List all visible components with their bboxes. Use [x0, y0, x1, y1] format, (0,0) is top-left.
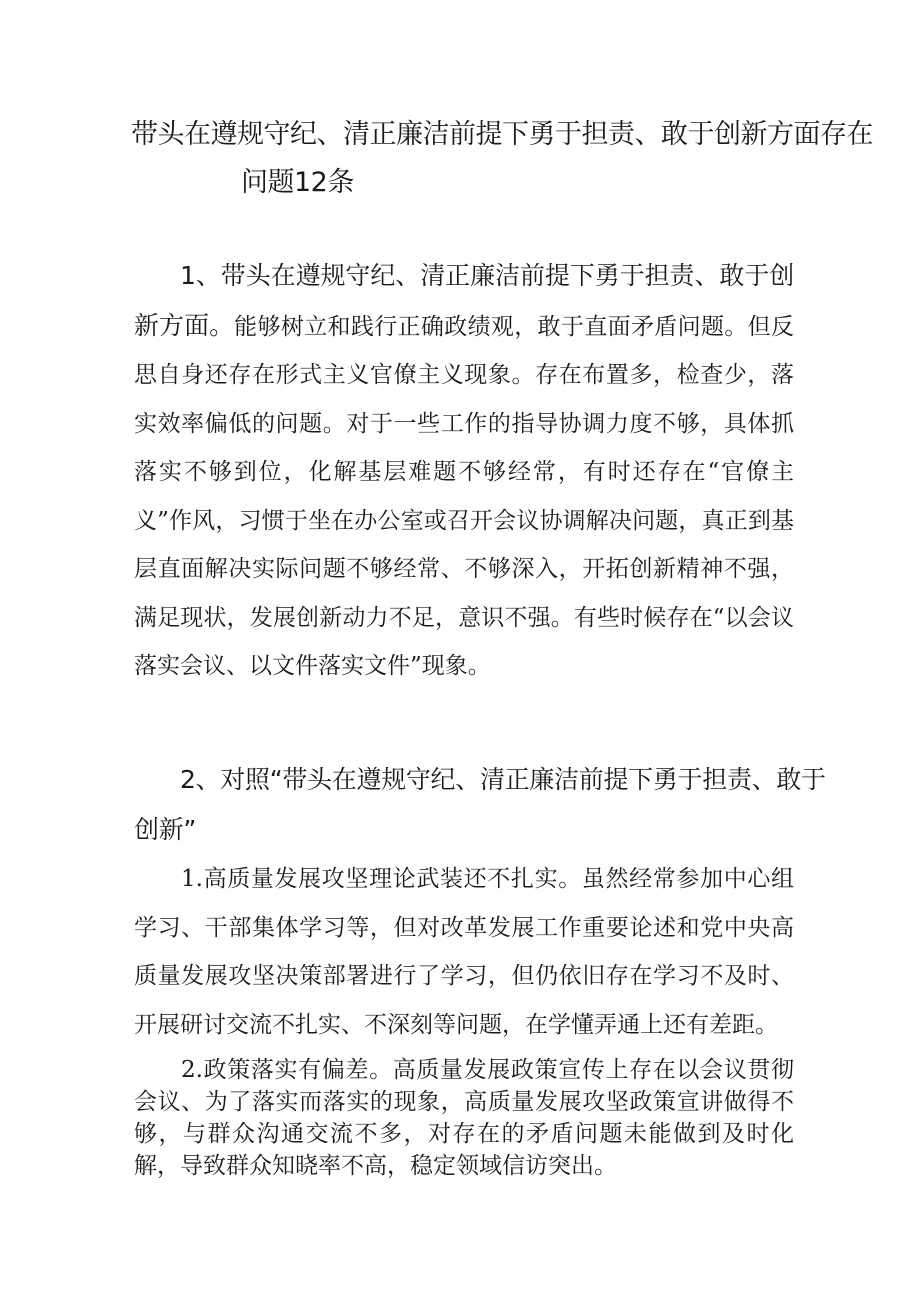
item-2-heading-line-1: 2、对照“带头在遵规守纪、清正廉洁前提下勇于担责、敢于 [180, 765, 826, 794]
document-title-line-1: 带头在遵规守纪、清正廉洁前提下勇于担责、敢于创新方面存在 [131, 119, 873, 150]
item-1-paragraph [134, 252, 794, 691]
item-2-point-2: 2.政策落实有偏差。高质量发展政策宣传上存在以会议贯彻会议、为了落实而落实的现象，高质量发展攻坚政策宣讲做得不够，与群众沟通交流不多，对存在的矛盾问题未能做到及时化解，导致群众知晓率不高，稳定领域信访突出。 [134, 1057, 794, 1179]
item-1-heading: 1、带头在遵规守纪、清正廉洁前提下勇于担责、敢于创新方面。 [134, 261, 794, 340]
item-2-point-1: 1.高质量发展攻坚理论武装还不扎实。虽然经常参加中心组学习、干部集体学习等，但对改革发展工作重要论述和党中央高质量发展攻坚决策部署进行了学习，但仍依旧存在学习不及时、开展研讨交流不扎实、不深刻等问题，在学懂弄通上还有差距。 [134, 866, 794, 1038]
item-1-body: 能够树立和践行正确政绩观，敢于直面矛盾问题。但反思自身还存在形式主义官僚主义现象。存在布置多，检查少，落实效率偏低的问题。对于一些工作的指导协调力度不够，具体抓落实不够到位，化解基层难题不够经常，有时还存在“官僚主义”作风，习惯于坐在办公室或召开会议协调解决问题，真正到基层直面解决实际问题不够经常、不够深入，开拓创新精神不强，满足现状，发展创新动力不足，意识不强。有些时候存在“以会议落实会议、以文件落实文件”现象。 [134, 313, 794, 679]
document-title-line-2: 问题12条 [241, 167, 354, 198]
item-2-heading-line-2: 创新” [134, 815, 197, 844]
